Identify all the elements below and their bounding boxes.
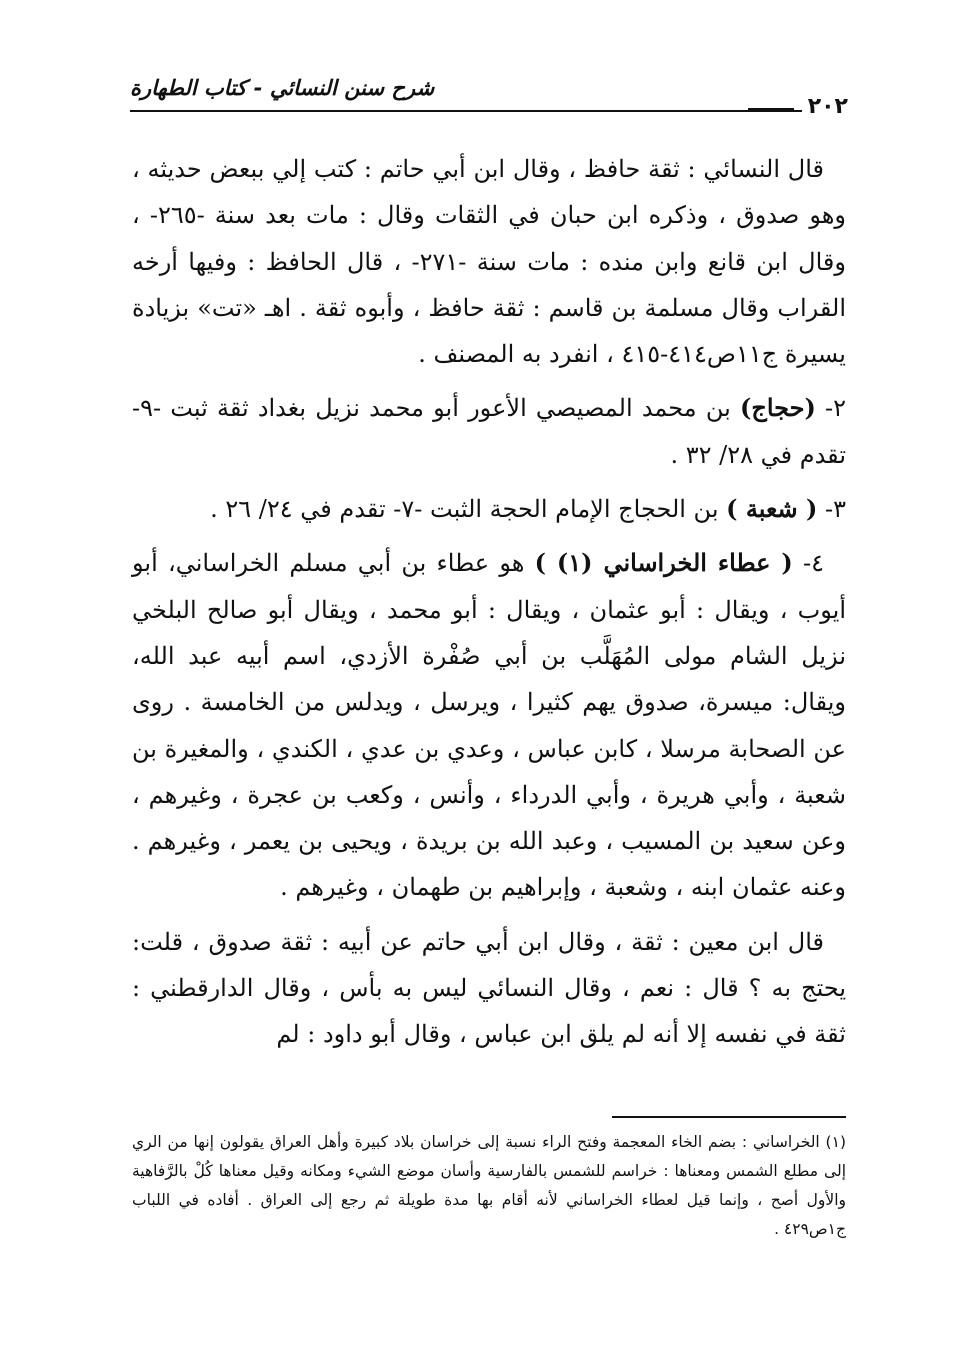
narrator-4-number: ٤-	[792, 549, 824, 578]
header-rule	[130, 110, 848, 112]
running-title: شرح سنن النسائي - كتاب الطهارة	[130, 76, 435, 100]
narrator-3-text: بن الحجاج الإمام الحجة الثبت -٧- تقدم في ٢٤/ ٢٦ .	[210, 495, 727, 524]
paragraph-ibn-main-quote: قال ابن معين : ثقة ، وقال ابن أبي حاتم عن أبيه : ثقة صدوق ، قلت: يحتج به ؟ قال : نعم ، وقال النسائي ليس به بأس ، وقال الدارقطني : ثقة في نفسه إلا أنه لم يلق ابن عباس ، وقال أبو داود : لم	[132, 927, 846, 1049]
paragraph-nasai-quote: قال النسائي : ثقة حافظ ، وقال ابن أبي حاتم : كتب إلي ببعض حديثه ، وهو صدوق ، وذكره ابن حبان في الثقات وقال : مات بعد سنة -٢٦٥- ، وقال ابن قانع وابن منده : مات سنة -٢٧١- ، قال الحافظ : وفيها أرخه القراب وقال مسلمة بن قاسم : ثقة حافظ ، وأبوه ثقة . اهـ «تت» بزيادة يسيرة ج١١ص٤١٤-٤١٥ ، انفرد به المصنف .	[132, 155, 846, 369]
footnote-1: (١) الخراساني : بضم الخاء المعجمة وفتح الراء نسبة إلى خراسان بلاد كبيرة وأهل العراق يقولون إنها من الري إلى مطلع الشمس ومعناها : خراسم للشمس بالفارسية وأسان موضع الشيء ومكانه وقيل معناها كُلْ بالرَّفاهية والأول أصح ، وإنما قيل لعطاء الخراساني لأنه أقام بها مدة طويلة ثم رجع إلى العراق . أفاده في اللباب ج١ص٤٢٩ .	[132, 1133, 846, 1238]
narrator-3-name: ( شعبة )	[726, 494, 818, 524]
narrator-2-entry	[132, 385, 846, 478]
footnote	[132, 1128, 846, 1244]
narrator-2-text: بن محمد المصيصي الأعور أبو محمد نزيل بغداد ثقة ثبت -٩- تقدم في ٢٨/ ٣٢ .	[132, 394, 846, 469]
running-header	[130, 72, 848, 119]
narrator-4-text: هو عطاء بن أبي مسلم الخراساني، أبو أيوب ، ويقال : أبو عثمان ، ويقال : أبو محمد ، ويقال أبو صالح البلخي نزيل الشام مولى المُهَلَّب بن أبي صُفْرة الأزدي، اسم أبيه عبد الله، ويقال: ميسرة، صدوق يهم كثيرا ، ويرسل ، ويدلس من الخامسة . روى عن الصحابة مرسلا ، كابن عباس ، وعدي بن عدي ، الكندي ، والمغيرة بن شعبة ، وأبي هريرة ، وأبي الدرداء ، وأنس ، وكعب بن عجرة ، وغيرهم ، وعن سعيد بن المسيب ، وعبد الله بن بريدة ، ويحيى بن يعمر ، وغيرهم . وعنه عثمان ابنه ، وشعبة ، وإبراهيم بن طهمان ، وغيرهم .	[132, 549, 846, 902]
narrator-4-name: ( عطاء الخراساني (١) )	[534, 548, 793, 578]
footnote-rule	[612, 1116, 846, 1118]
narrator-2-name: (حجاج)	[739, 393, 816, 423]
narrator-3-entry	[132, 486, 846, 532]
narrator-4-entry	[132, 540, 846, 910]
page-number-dash	[748, 108, 794, 111]
main-text	[132, 146, 846, 1058]
narrator-2-number: ٢-	[815, 394, 846, 423]
page-number: ٢٠٢	[802, 94, 848, 119]
narrator-3-number: ٣-	[817, 495, 846, 524]
